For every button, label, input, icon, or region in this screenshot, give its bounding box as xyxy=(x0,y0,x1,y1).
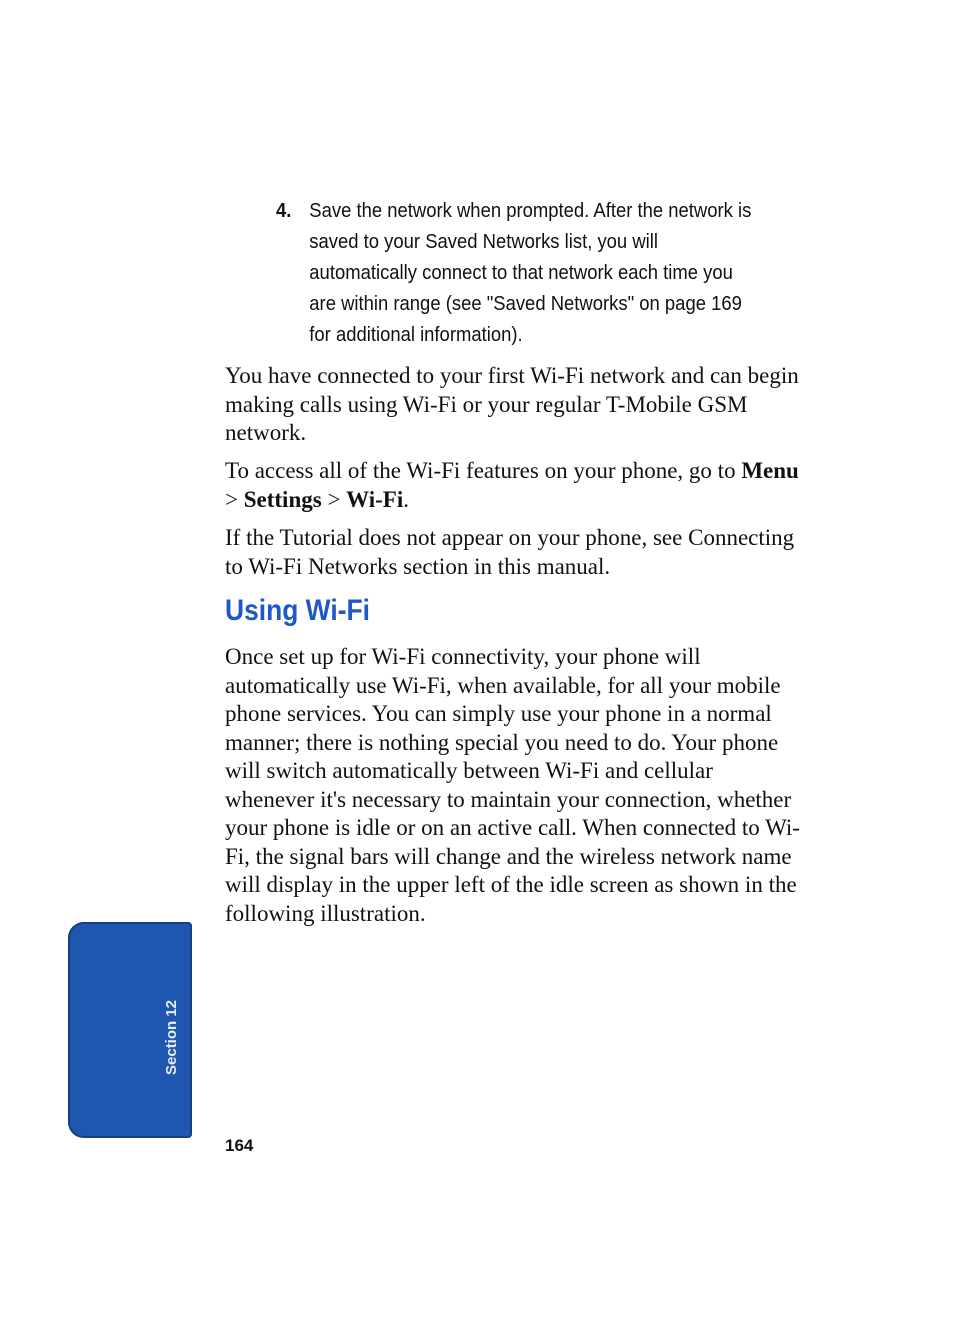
menu-path-separator: > xyxy=(225,486,244,512)
step-text: Save the network when prompted. After the network is saved to your Saved Networks list, you will automatically connect to that network each time you are within range (see "Saved Networks" on page 169 for additional information). xyxy=(309,199,752,346)
paragraph-access-features xyxy=(225,457,800,514)
section-tab-label: Section 12 xyxy=(163,999,180,1075)
menu-path-settings: Settings xyxy=(243,486,322,512)
menu-path-separator: > xyxy=(321,486,347,512)
paragraph-text: To access all of the Wi-Fi features on your phone, go to xyxy=(225,458,742,483)
page-number: 164 xyxy=(225,1136,254,1155)
section-heading: Using Wi-Fi xyxy=(225,594,370,627)
paragraph-period: . xyxy=(403,486,409,512)
paragraph-using-wifi: Once set up for Wi-Fi connectivity, your phone will automatically use Wi-Fi, when available, for all your mobile phone services. You can simply use your phone in a normal manner; there is nothing special you need to do. Your phone will switch automatically between Wi-Fi and cellular whenever it's necessary to maintain your connection, whether your phone is idle or on an active call. When connected to Wi-Fi, the signal bars will change and the wireless network name will display in the upper left of the idle screen as shown in the following illustration. xyxy=(225,644,800,926)
paragraph-connected: You have connected to your first Wi-Fi network and can begin making calls using Wi-Fi or your regular T-Mobile GSM network. xyxy=(225,363,799,445)
step-number: 4. xyxy=(276,199,292,222)
paragraph-tutorial: If the Tutorial does not appear on your phone, see Connecting to Wi-Fi Networks section in this manual. xyxy=(225,525,795,579)
numbered-step xyxy=(276,195,753,350)
menu-path-menu: Menu xyxy=(741,458,799,483)
menu-path-wifi: Wi-Fi xyxy=(346,486,404,512)
